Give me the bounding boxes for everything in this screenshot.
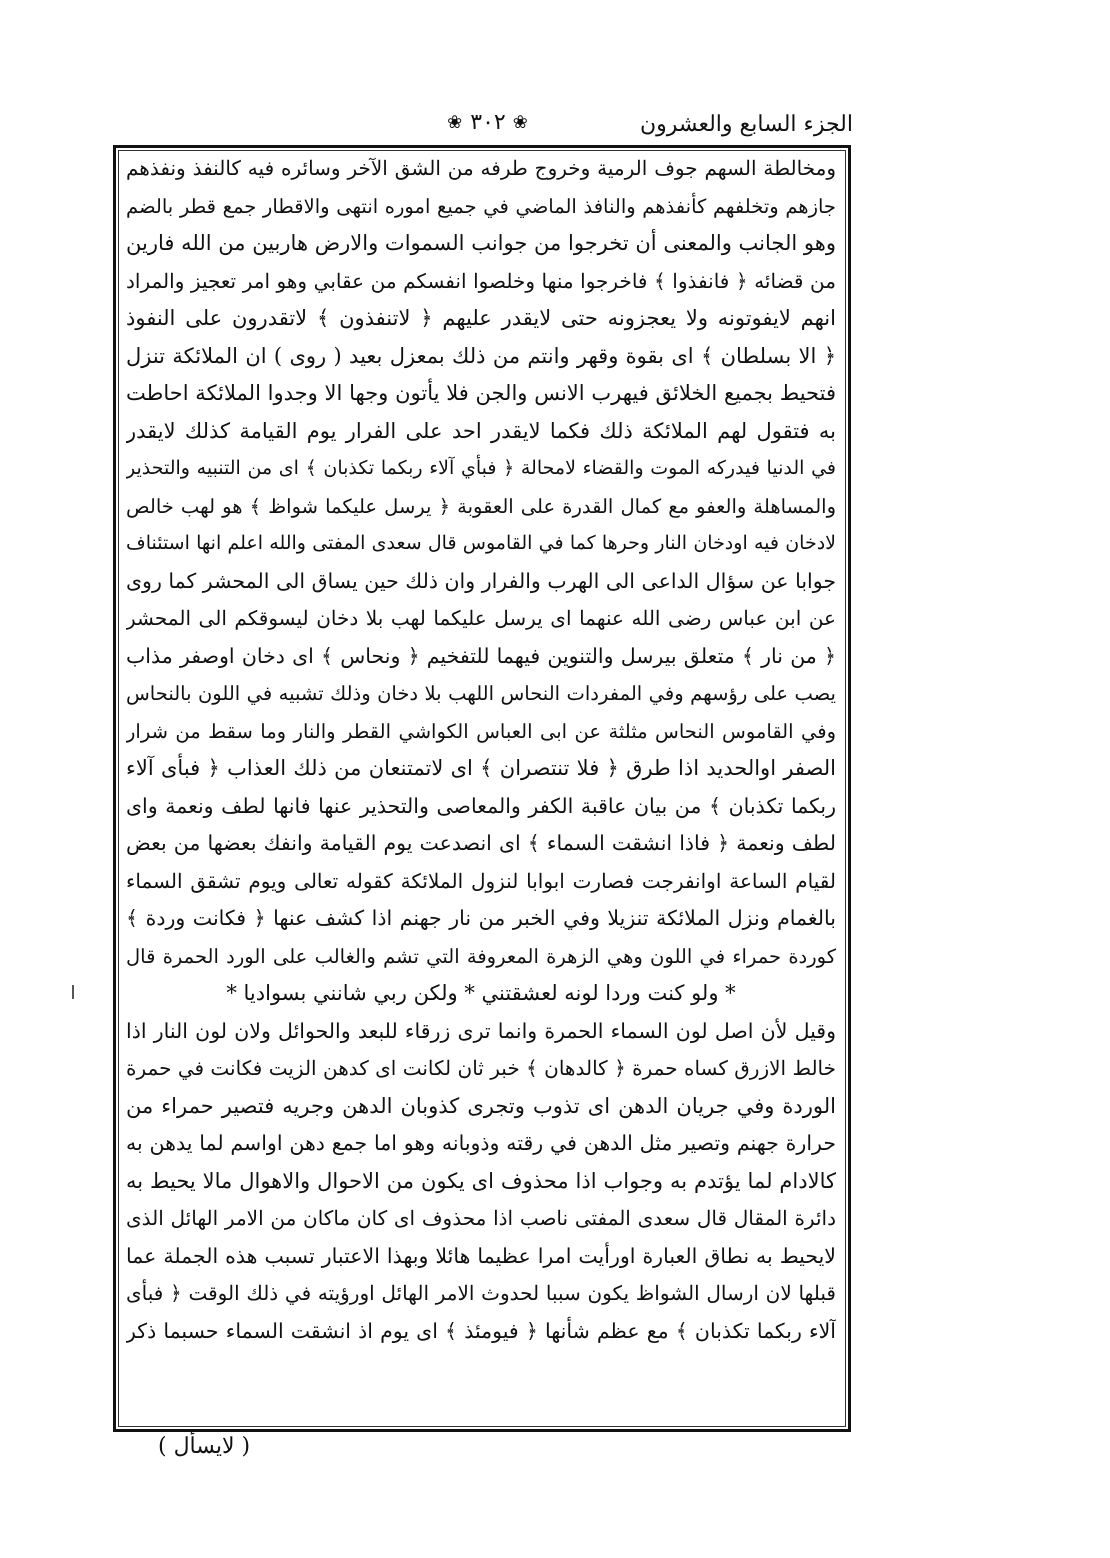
text-line: لادخان فيه اودخان النار وحرها كما في القاموس قال سعدى المفتى والله اعلم انها استئناف	[126, 532, 836, 554]
page-header	[118, 108, 853, 144]
text-line: آلاء ربكما تكذبان ﴾ مع عظم شأنها ﴿ فيومئذ ﴾ اى يوم اذ انشقت السماء حسبما ذكر	[126, 1318, 836, 1343]
text-line: خالط الازرق كساه حمرة ﴿ كالدهان ﴾ خبر ثان لكانت اى كدهن الزيت فكانت في حمرة	[126, 1056, 836, 1080]
text-line: قبلها لان ارسال الشواظ يكون سببا لحدوث الامر الهائل اورؤيته في ذلك الوقت ﴿ فبأى	[126, 1281, 836, 1305]
text-line: جازهم وتخلفهم كأنفذهم والنافذ الماضي في جميع اموره انتهى والاقطار جمع قطر بالضم	[126, 194, 836, 218]
text-line: حرارة جهنم وتصير مثل الدهن في رقته وذوبانه وهو اما جمع دهن اواسم لما يدهن به	[126, 1131, 836, 1155]
text-line: كوردة حمراء في اللون وهي الزهرة المعروفة التي تشم والغالب على الورد الحمرة قال	[126, 944, 836, 968]
margin-mark	[72, 985, 74, 999]
text-line: الصفر اوالحديد اذا طرق ﴿ فلا تنتصران ﴾ اى لاتمتنعان من ذلك العذاب ﴿ فبأى آلاء	[126, 756, 836, 780]
text-line: لقيام الساعة اوانفرجت فصارت ابوابا لنزول الملائكة كقوله تعالى ويوم تشقق السماء	[126, 868, 836, 893]
text-line: جوابا عن سؤال الداعى الى الهرب والفرار وان ذلك حين يساق الى المحشر كما روى	[126, 568, 836, 593]
right-ornament-icon: ❀	[447, 112, 464, 133]
text-body	[120, 150, 842, 1428]
poetry-verse: * ولو كنت وردا لونه لعشقتني * ولكن ربي شانني بسواديا *	[226, 981, 736, 1005]
text-line: وقيل لأن اصل لون السماء الحمرة وانما ترى زرقاء للبعد والحوائل ولان لون النار اذا	[126, 1018, 836, 1043]
text-line: لطف ونعمة ﴿ فاذا انشقت السماء ﴾ اى انصدعت يوم القيامة وانفك بعضها من بعض	[126, 831, 836, 855]
text-line: من قضائه ﴿ فانفذوا ﴾ فاخرجوا منها وخلصوا انفسكم من عقابي وهو امر تعجيز والمراد	[126, 268, 836, 293]
text-line: الوردة وفي جريان الدهن اى تذوب وتجرى كذوبان الدهن وجريه فتصير حمراء من	[126, 1093, 836, 1118]
left-ornament-icon: ❀	[512, 112, 529, 133]
text-line: دائرة المقال قال سعدى المفتى ناصب اذا محذوف اى كان ماكان من الامر الهائل الذى	[126, 1206, 836, 1230]
text-line: عن ابن عباس رضى الله عنهما اى يرسل عليكما لهب بلا دخان ليسوقكم الى المحشر	[126, 606, 836, 630]
text-line: ﴿ من نار ﴾ متعلق بيرسل والتنوين فيهما للتفخيم ﴿ ونحاس ﴾ اى دخان اوصفر مذاب	[126, 643, 836, 668]
text-line: والمساهلة والعفو مع كمال القدرة على العقوبة ﴿ يرسل عليكما شواظ ﴾ هو لهب خالص	[126, 494, 836, 518]
text-line: يصب على رؤسهم وفي المفردات النحاس اللهب بلا دخان وذلك تشبيه في اللون بالنحاس	[126, 682, 836, 705]
text-line: ربكما تكذبان ﴾ من بيان عاقبة الكفر والمعاصى والتحذير عنها فانها لطف ونعمة واى	[126, 793, 836, 818]
running-title: الجزء السابع والعشرون	[639, 112, 853, 137]
text-line: كالادام لما يؤتدم به وجواب اذا محذوف اى يكون من الاحوال والاهوال مالا يحيط به	[126, 1168, 836, 1193]
page-number: ٣٠٢	[470, 110, 506, 135]
text-line: فتحيط بجميع الخلائق فيهرب الانس والجن فلا يأتون وجها الا وجدوا الملائكة احاطت	[126, 381, 836, 405]
page-number-block	[418, 110, 558, 135]
text-line: ومخالطة السهم جوف الرمية وخروج طرفه من الشق الآخر وسائره فيه كالنفذ ونفذهم	[126, 156, 836, 180]
text-line: انهم لايفوتونه ولا يعجزونه حتى لايقدر عليهم ﴿ لاتنفذون ﴾ لاتقدرون على النفوذ	[126, 306, 836, 330]
text-line: به فتقول لهم الملائكة ذلك فكما لايقدر احد على الفرار يوم القيامة كذلك لايقدر	[126, 418, 836, 443]
text-line: في الدنيا فيدركه الموت والقضاء لامحالة ﴿ فبأي آلاء ربكما تكذبان ﴾ اى من التنبيه والتحذير	[126, 457, 836, 479]
text-line: وفي القاموس النحاس مثلثة عن ابى العباس الكواشي القطر والنار وما سقط من شرار	[126, 719, 836, 743]
text-line: وهو الجانب والمعنى أن تخرجوا من جوانب السموات والارض هاربين من الله فارين	[126, 231, 836, 255]
text-line: بالغمام ونزل الملائكة تنزيلا وفي الخبر من نار جهنم اذا كشف عنها ﴿ فكانت وردة ﴾	[126, 906, 836, 930]
catchword: ( لايسأل )	[158, 1434, 251, 1459]
text-line: لايحيط به نطاق العبارة اورأيت امرا عظيما هائلا وبهذا الاعتبار تسبب هذه الجملة عما	[126, 1243, 836, 1268]
text-line: ﴿ الا بسلطان ﴾ اى بقوة وقهر وانتم من ذلك بمعزل بعيد ( روى ) ان الملائكة تنزل	[126, 343, 836, 368]
